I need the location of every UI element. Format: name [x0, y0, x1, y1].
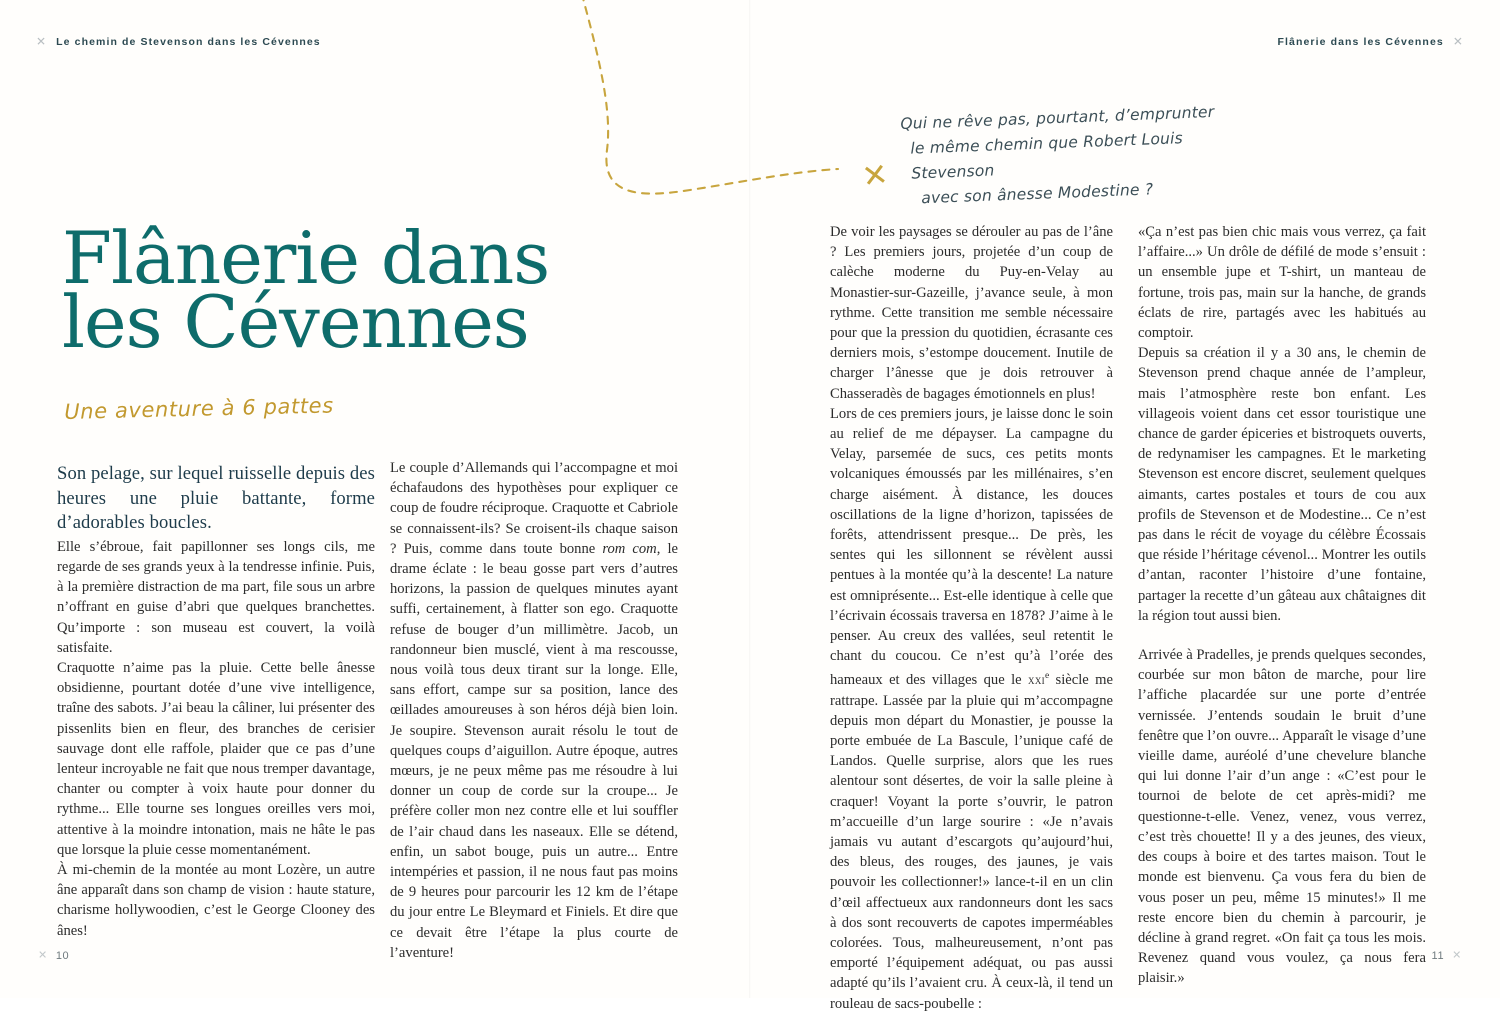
folio-right — [1432, 950, 1462, 962]
small-caps-century: xxi — [1028, 672, 1045, 688]
cross-icon: ✕ — [1452, 949, 1462, 961]
cross-icon: ✕ — [38, 949, 48, 961]
paragraph: «Ça n’est pas bien chic mais vous verrez, ça fait l’affaire...» Un drôle de défilé de mode s’ensuit : un ensemble jupe et T-shirt, un manteau de fortune, trois pas, main sur la hanche, de grands éclats de rire, partagés avec les habitués au comptoir. — [1138, 224, 1426, 342]
page-number-right: 11 — [1431, 950, 1445, 962]
runhead-left-label: Le chemin de Stevenson dans les Cévennes — [56, 36, 321, 48]
folio-left — [38, 950, 69, 962]
paragraph: Elle s’ébroue, fait papillonner ses longs cils, me regarde de ses grands yeux à la tendresse infinie. Puis, à la première distraction de ma part, file sous un arbre n’offrant en guise d’abri que quelques branchettes. Qu’importe : son museau est couvert, la voilà satisfaite. — [57, 538, 375, 656]
page-number-left: 10 — [55, 950, 70, 962]
lead-paragraph: Son pelage, sur lequel ruisselle depuis des heures une pluie battante, forme d’adorables boucles. — [57, 463, 375, 534]
paragraph: De voir les paysages se dérouler au pas de l’âne ? Les premiers jours, projetée d’un coup de calèche moderne du Puy-en-Velay au Monastier-sur-Gazeille, j’avance seule, à mon rythme. Cette transition me semble nécessaire pour que la pression du quotidien, écrasante ces derniers mois, s’estompe doucement. Inutile de charger l’ânesse que je dois retrouver à Chasseradès de bagages émotionnels en plus! — [830, 224, 1113, 402]
runhead-right-label: Flânerie dans les Cévennes — [1277, 36, 1444, 48]
page-title — [62, 216, 622, 364]
paragraph-part: siècle me rattrape. Lassée par la pluie qui m’accompagne depuis mon départ du Monastier, je pousse la porte embuée de La Bascule, l’unique café de Landos. Quelle surprise, alors que les rues alentour sont désertes, de voir la salle pleine à craquer! Voyant la porte s’ouvrir, le patron m’accueille d’un large sourire : «Je n’avais jamais vu autant d’escargots qu’aujourd’hui, des bleus, des rouges, des jaunes, je vais pouvoir les collectionner!» lance-t-il en un clin d’œil affectueux aux randonneurs dont les sacs à dos sont recouverts de capotes imperméables colorées. Tous, malheureusement, n’ont pas emporté l’équipement adéquat, ou pas aussi adapté qu’ils l’avaient cru. À ceux-là, il tend un rouleau de sacs-poubelle : — [830, 672, 1113, 1012]
italic-phrase: rom com — [602, 540, 657, 557]
paragraph-spacer — [1138, 626, 1426, 645]
callout-cross-icon: ✕ — [859, 156, 891, 195]
page-title-line-2: les Cévennes — [62, 280, 529, 364]
callout-line-1: Qui ne rêve pas, pourtant, d’emprunter — [900, 102, 1215, 133]
page-title-line-1: Flânerie dans — [62, 216, 550, 300]
paragraph-part: , le drame éclate : le beau gosse part vers d’autres horizons, la passion de quelques minutes ayant suffi, certainement, à flatter son ego. Craquotte refuse de bouger d’un millimètre. Jacob, un randonneur bien musclé, vient à ma rescousse, nous voilà tous deux tirant sur la longe. Elle, sans effort, campe sur sa position, lance des œillades amoureuses à son héros déjà bien loin. Je soupire. Stevenson aurait résolu le tout de quelques coups d’aiguillon. Autre époque, autres mœurs, je ne peux même pas me résoudre à lui donner un coup de corde sur la croupe... Je préfère coller mon nez contre elle et lui souffler de l’air chaud dans les naseaux. Elle se détend, enfin, un sabot bouge, puis un autre... Entre intempéries et passion, il ne nous faut pas moins de 9 heures pour parcourir les 12 km de l’étape du jour entre Le Bleymard et Finiels. Et dire que ce devait être l’étape la plus courte de l’aventure! — [390, 540, 678, 961]
text-column-1 — [57, 462, 375, 941]
paragraph — [390, 458, 678, 963]
cross-icon: ✕ — [36, 34, 48, 49]
runhead-right — [1278, 36, 1465, 48]
callout-line-3: avec son ânesse Modestine ? — [920, 180, 1154, 208]
paragraph: Depuis sa création il y a 30 ans, le chemin de Stevenson prend chaque année de l’ampleur, mais l’atmosphère reste bon enfant. Les villageois voient dans cet essor touristique une chance de garder épiceries et bistroquets ouverts, de redynamiser les campagnes. Et le marketing Stevenson est encore discret, seulement quelques aimants, cartes postales et tours de cou aux profils de Stevenson et de Modestine... Ce n’est pas dans le récit de voyage du célèbre Écossais que réside l’héritage cévenol... Montrer les outils d’antan, raconter l’histoire d’une fontaine, partager la recette d’un gâteau aux châtaignes dit la région tout aussi bien. — [1138, 345, 1426, 624]
text-column-3 — [830, 222, 1113, 1014]
paragraph: Craquotte n’aime pas la pluie. Cette belle ânesse obsidienne, pourtant dotée d’une vive intelligence, traîne des sabots. J’ai beau la câliner, lui présenter des pissenlits bien en fleur, des branches de cerisier sauvage dont elle raffole, plaider que ce pas d’une lenteur incroyable ne fait que nous tremper davantage, chanter ou compter à voix haute pour donner du rythme... Elle tourne ses longues oreilles vers moi, attentive à la moindre intonation, mais ne hâte le pas que lorsque la pluie cesse momentanément. — [57, 660, 375, 858]
paragraph-part: Le couple d’Allemands qui l’accompagne et moi échafaudons des hypothèses pour expliquer ce coup de foudre réciproque. Craquotte et Cabriole se connaissent-ils? Se croisent-ils chaque saison ? Puis, comme dans toute bonne — [390, 460, 678, 557]
page-subtitle: Une aventure à 6 pattes — [64, 393, 334, 424]
text-column-4 — [1138, 222, 1426, 989]
page-gutter — [749, 0, 751, 998]
callout-line-2: le même chemin que Robert Louis Stevenson — [910, 129, 1184, 183]
cross-icon: ✕ — [1452, 34, 1464, 49]
handwritten-callout — [900, 98, 1269, 212]
runhead-left — [36, 36, 321, 48]
text-column-2 — [390, 458, 678, 963]
superscript-ordinal: e — [1044, 671, 1050, 682]
paragraph: Arrivée à Pradelles, je prends quelques secondes, courbée sur mon bâton de marche, pour lire l’affiche placardée sur une porte d’entrée vernissée. J’entends soudain le bruit d’une fenêtre que l’on ouvre... Apparaît le visage d’une vieille dame, auréolé d’une chevelure blanche qui lui donne l’air d’un ange : «C’est pour le tournoi de belote de cet après-midi? me questionne-t-elle. Venez, venez, vous verrez, c’est très chouette! Il y a des jeunes, des vieux, des coups à boire et des tartes maison. Tout le monde est bienvenu. Ça vous fera du bien de vous poser un peu, même 15 minutes!» Il me reste encore bien du chemin à parcourir, je décline à grand regret. «On fait ça tous les mois. Revenez quand vous voulez, ça nous fera plaisir.» — [1138, 647, 1426, 987]
paragraph — [830, 404, 1113, 1014]
paragraph: À mi-chemin de la montée au mont Lozère, un autre âne apparaît dans son champ de vision : haute stature, charisme hollywoodien, c’est le George Clooney des ânes! — [57, 862, 375, 939]
paragraph-part: Lors de ces premiers jours, je laisse donc le soin au relief de me dépayser. La campagne du Velay, parsemée de sucs, ces petits monts volcaniques émoussés par les millénaires, s’en charge aisément. À distance, les douces oscillations de la ligne d’horizon, tapissées de forêts, attendrissent presque... De près, les sentes qui les sillonnent se révèlent aussi pentues à la montée qu’à la descente! La nature est omniprésente... Est-elle identique à celle que l’écrivain écossais traversa en 1878? J’aime à le penser. Au creux des vallées, seul retentit le chant du coucou. Ce n’est qu’à l’orée des hameaux et des villages que le — [830, 405, 1113, 689]
